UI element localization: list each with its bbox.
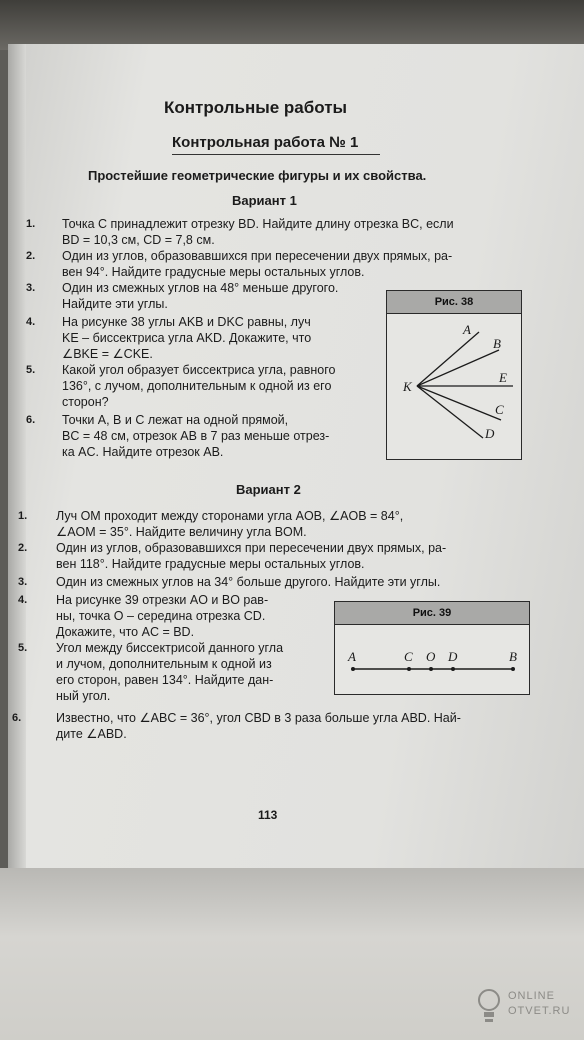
v2-line: Один из смежных углов на 34° больше другого. Найдите эти углы. xyxy=(56,575,441,589)
work-title: Контрольная работа № 1 xyxy=(172,134,359,151)
variant2-title: Вариант 2 xyxy=(236,482,301,497)
v2-num-5: 5. xyxy=(18,642,28,654)
ray-kd xyxy=(417,386,483,438)
v1-num-6: 6. xyxy=(26,414,36,426)
v1-line: На рисунке 38 углы AKB и DKC равны, луч xyxy=(62,315,311,329)
page-spine-shadow xyxy=(8,44,26,868)
dark-background xyxy=(0,0,584,50)
v1-num-4: 4. xyxy=(26,316,36,328)
point-d xyxy=(451,667,455,671)
label-d: D xyxy=(448,649,458,664)
v1-line: 136°, с лучом, дополнительным к одной из его xyxy=(62,379,332,393)
ray-ka xyxy=(417,332,479,386)
label-c: C xyxy=(404,649,413,664)
v2-line: Докажите, что AC = BD. xyxy=(56,625,195,639)
v2-line: ны, точка O – середина отрезка CD. xyxy=(56,609,266,623)
label-d: D xyxy=(485,426,495,441)
figure-39-drawing xyxy=(335,625,529,694)
watermark-line1: ONLINE xyxy=(508,990,555,1002)
label-k: K xyxy=(403,379,412,394)
ray-kc xyxy=(417,386,501,420)
v1-line: ∠BKE = ∠CKE. xyxy=(62,347,153,361)
v2-num-3: 3. xyxy=(18,576,28,588)
label-b: B xyxy=(493,336,501,351)
figure-38-title: Рис. 38 xyxy=(387,291,521,314)
v2-line: ∠AOM = 35°. Найдите величину угла BOM. xyxy=(56,525,307,539)
v1-line: ка AC. Найдите отрезок AB. xyxy=(62,445,224,459)
v2-line: и лучом, дополнительным к одной из xyxy=(56,657,272,671)
v1-line: Один из углов, образовавшихся при пересечении двух прямых, ра- xyxy=(62,249,453,263)
v1-line: Один из смежных углов на 48° меньше другого. xyxy=(62,281,339,295)
v2-line: ный угол. xyxy=(56,689,111,703)
figure-38-drawing xyxy=(387,314,521,459)
v1-line: Какой угол образует биссектриса угла, равного xyxy=(62,363,336,377)
v2-line: Один из углов, образовавшихся при пересечении двух прямых, ра- xyxy=(56,541,447,555)
v1-num-2: 2. xyxy=(26,250,36,262)
label-b: B xyxy=(509,649,517,664)
point-o xyxy=(429,667,433,671)
watermark-lightbulb-icon xyxy=(474,986,504,1031)
book-page xyxy=(8,44,584,868)
v2-line: Известно, что ∠ABC = 36°, угол CBD в 3 раза больше угла ABD. Най- xyxy=(56,711,461,725)
point-b xyxy=(511,667,515,671)
work-title-underline xyxy=(172,154,380,155)
v2-num-1: 1. xyxy=(18,510,28,522)
v1-line: Точка C принадлежит отрезку BD. Найдите длину отрезка BC, если xyxy=(62,217,454,231)
point-a xyxy=(351,667,355,671)
ray-kb xyxy=(417,350,499,386)
point-c xyxy=(407,667,411,671)
v1-line: Точки A, B и C лежат на одной прямой, xyxy=(62,413,289,427)
v2-line: вен 118°. Найдите градусные меры остальных углов. xyxy=(56,557,365,571)
page-number: 113 xyxy=(258,808,278,822)
v2-line: дите ∠ABD. xyxy=(56,727,127,741)
variant1-title: Вариант 1 xyxy=(232,193,297,208)
label-e: E xyxy=(499,370,507,385)
v2-line: Луч OM проходит между сторонами угла AOB, ∠AOB = 84°, xyxy=(56,509,404,523)
v1-line: BD = 10,3 см, CD = 7,8 см. xyxy=(62,233,215,247)
label-a: A xyxy=(463,322,471,337)
v2-line: Угол между биссектрисой данного угла xyxy=(56,641,284,655)
figure-39-title: Рис. 39 xyxy=(335,602,529,625)
v1-num-3: 3. xyxy=(26,282,36,294)
v2-line: На рисунке 39 отрезки AO и BO рав- xyxy=(56,593,269,607)
watermark-line2: OTVET.RU xyxy=(508,1005,571,1017)
v1-line: BC = 48 см, отрезок AB в 7 раз меньше отрез- xyxy=(62,429,330,443)
figure-38 xyxy=(386,290,522,460)
label-a: A xyxy=(348,649,356,664)
v1-line: вен 94°. Найдите градусные меры остальных углов. xyxy=(62,265,365,279)
label-o: O xyxy=(426,649,436,664)
v2-num-4: 4. xyxy=(18,594,28,606)
v1-line: сторон? xyxy=(62,395,109,409)
section-title: Контрольные работы xyxy=(164,98,348,117)
v2-num-6: 6. xyxy=(12,712,22,724)
v1-line: KE – биссектриса угла AKD. Докажите, что xyxy=(62,331,312,345)
v2-line: его сторон, равен 134°. Найдите дан- xyxy=(56,673,274,687)
v1-num-1: 1. xyxy=(26,218,36,230)
v1-line: Найдите эти углы. xyxy=(62,297,168,311)
v2-num-2: 2. xyxy=(18,542,28,554)
label-c: C xyxy=(495,402,504,417)
v1-num-5: 5. xyxy=(26,364,36,376)
figure-39 xyxy=(334,601,530,695)
topic-title: Простейшие геометрические фигуры и их свойства. xyxy=(88,168,427,183)
